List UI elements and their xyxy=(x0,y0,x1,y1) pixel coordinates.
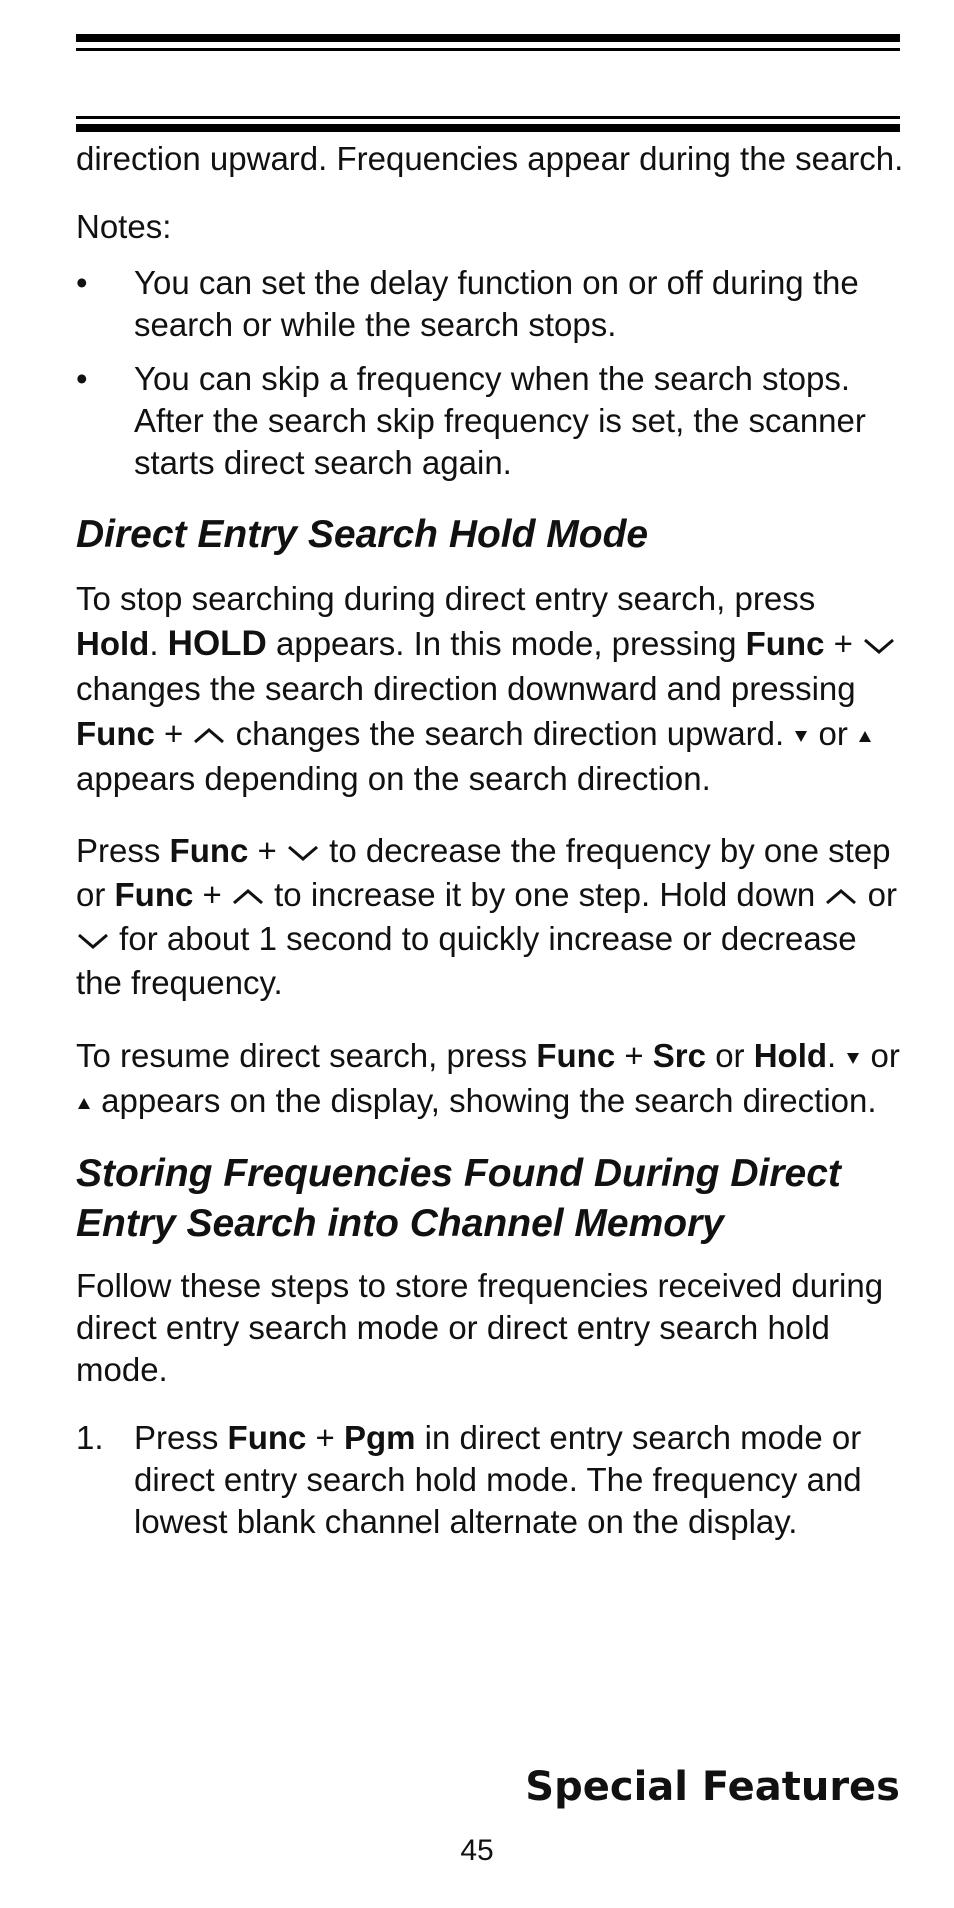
page-number: 45 xyxy=(460,1834,494,1867)
triangle-down-icon xyxy=(793,728,809,744)
hold-mode-paragraph: To stop searching during direct entry search, press Hold. HOLD appears. In this mode, pressing Func + changes the search direction downward and pressing Func + changes the search direction upward. or appears depending on the search direction. xyxy=(76,576,906,801)
chevron-up-icon xyxy=(231,887,265,907)
notes-list xyxy=(76,262,906,484)
notes-label: Notes: xyxy=(76,208,172,245)
triangle-up-icon xyxy=(76,1095,92,1111)
chevron-down-icon xyxy=(862,636,896,656)
chevron-down-icon xyxy=(286,843,320,863)
intro-paragraph: direction upward. Frequencies appear during the search. xyxy=(76,140,904,177)
header-rule-bottom-thick xyxy=(76,124,900,132)
footer-section-title: Special Features xyxy=(525,1764,900,1810)
section-heading-hold-mode: Direct Entry Search Hold Mode xyxy=(76,513,649,556)
storing-intro-paragraph: Follow these steps to store frequencies received during direct entry search mode or direct entry search hold mode. xyxy=(76,1267,884,1388)
bullet-mark: • xyxy=(76,264,88,301)
page-content xyxy=(76,138,906,1543)
header-rule-top-thin xyxy=(76,48,900,51)
section-heading-storing-frequencies: Storing Frequencies Found During Direct Entry Search into Channel Memory xyxy=(76,1152,841,1245)
step-number: 1. xyxy=(76,1419,104,1456)
resume-search-paragraph: To resume direct search, press Func + Src or Hold. or appears on the display, showing the search direction. xyxy=(76,1037,900,1119)
header-rule-bottom-thin xyxy=(76,116,900,119)
chevron-up-icon xyxy=(824,887,858,907)
step-item: 1. Press Func + Pgm in direct entry search mode or direct entry search hold mode. The frequency and lowest blank channel alternate on the display. xyxy=(76,1419,862,1540)
header-rule-top-thick xyxy=(76,34,900,42)
note-item: • You can set the delay function on or off during the search or while the search stops. xyxy=(76,264,859,343)
triangle-down-icon xyxy=(845,1050,861,1066)
steps-list xyxy=(76,1417,906,1543)
chevron-down-icon xyxy=(76,931,110,951)
note-item: • You can skip a frequency when the search stops. After the search skip frequency is set, the scanner starts direct search again. xyxy=(76,360,866,481)
chevron-up-icon xyxy=(192,726,226,746)
bullet-mark: • xyxy=(76,360,88,397)
triangle-up-icon xyxy=(857,728,873,744)
step-frequency-paragraph: Press Func + to decrease the frequency by one step or Func + to increase it by one step. Hold down or for about 1 second to quickly increase or decrease the frequency. xyxy=(76,832,897,1001)
